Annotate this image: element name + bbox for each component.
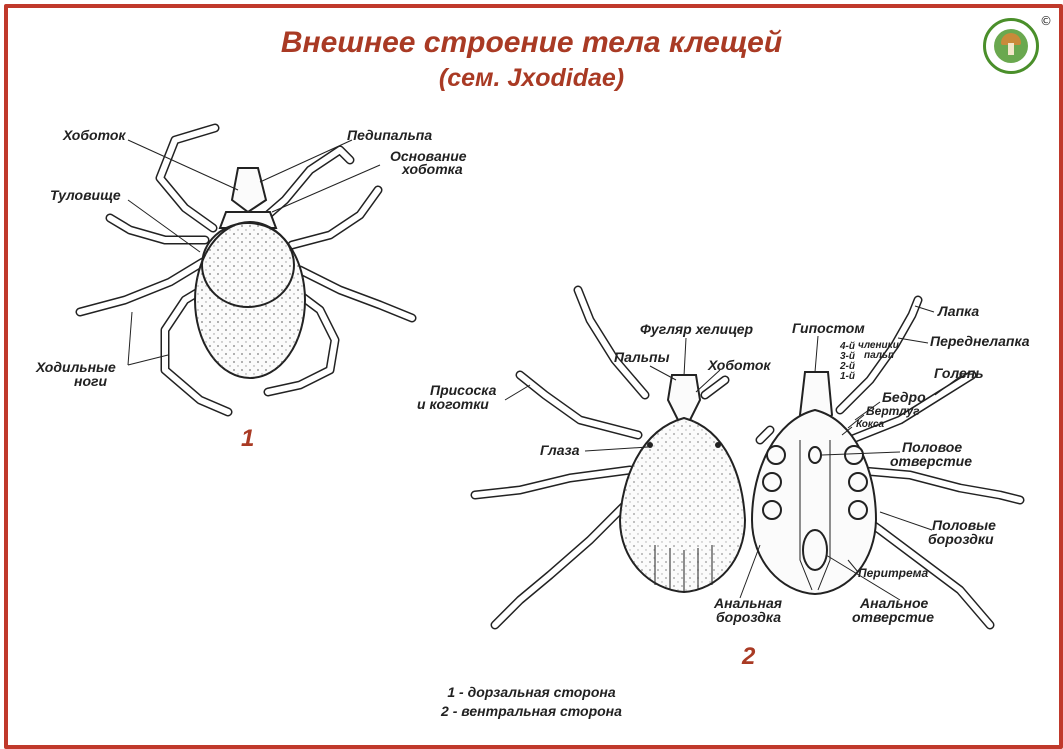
- label-peritrema: Перитрема: [858, 566, 929, 580]
- label-chleniki-1: членики: [858, 340, 899, 351]
- figure1-tick-dorsal: [80, 128, 412, 412]
- label-fuglyar: Фугляр хелицер: [640, 321, 754, 337]
- label-pedipalpa: Педипальпа: [347, 127, 433, 143]
- figure2b-anus: [803, 530, 827, 570]
- figure1-number: 1: [241, 425, 255, 452]
- label-seg1: 1-й: [840, 371, 855, 382]
- label-chleniki-2: пальп: [864, 350, 895, 361]
- label-khodilnye-1: Ходильные: [36, 359, 116, 375]
- label-khobotok-1: Хоботок: [63, 127, 126, 143]
- figure2b-coxa-l3: [763, 501, 781, 519]
- label-khodilnye-2: ноги: [74, 373, 108, 389]
- page-subtitle: (сем. Jxodidae): [438, 64, 625, 92]
- label-koksa: Кокса: [856, 419, 885, 430]
- page-title: Внешнее строение тела клещей: [280, 26, 783, 59]
- label-vertlug: Вертлуг: [866, 404, 920, 418]
- label-palpy: Пальпы: [614, 349, 670, 365]
- label-polovoe-2: отверстие: [890, 453, 973, 469]
- figure2b-coxa-r3: [849, 501, 867, 519]
- label-seg4: 4-й: [840, 341, 855, 352]
- legend-dorsal: 1 - дорзальная сторона: [447, 684, 616, 700]
- label-prisoska-2: и коготки: [417, 396, 489, 412]
- label-osnovanie-2: хоботка: [402, 161, 463, 177]
- copyright-mark: ©: [1040, 14, 1052, 28]
- label-golen: Голень: [934, 365, 984, 381]
- figure2b-coxa-l2: [763, 473, 781, 491]
- label-gipostom: Гипостом: [792, 320, 865, 336]
- label-bedro: Бедро: [882, 389, 926, 405]
- label-polovye-2: бороздки: [928, 531, 994, 547]
- figure2b-coxa-r1: [845, 446, 863, 464]
- label-tulovishche: Туловище: [50, 187, 121, 203]
- figure2-tick-dorsal: [475, 290, 745, 625]
- label-analnoe-2: отверстие: [852, 609, 935, 625]
- figure2b-coxa-l1: [767, 446, 785, 464]
- label-osnovanie-1: Основание: [390, 148, 467, 164]
- legend-ventral: 2 - вентральная сторона: [441, 703, 622, 719]
- label-prisoska-1: Присоска: [430, 382, 497, 398]
- figure2-number: 2: [742, 643, 756, 670]
- label-khobotok-2: Хоботок: [708, 357, 771, 373]
- label-polovoe-1: Половое: [902, 439, 963, 455]
- label-analnaya-1: Анальная: [714, 595, 783, 611]
- label-lapka: Лапка: [938, 303, 980, 319]
- figure2a-eye-right: [715, 442, 721, 448]
- label-analnoe-1: Анальное: [860, 595, 929, 611]
- label-seg2: 2-й: [840, 361, 855, 372]
- label-perednelapka: Переднелапка: [930, 333, 1030, 349]
- label-analnaya-2: бороздка: [716, 609, 781, 625]
- figure2b-genital-opening: [809, 447, 821, 463]
- label-seg3: 3-й: [840, 351, 855, 362]
- figure2a-capitulum: [668, 375, 700, 420]
- figure2b-coxa-r2: [849, 473, 867, 491]
- label-polovye-1: Половые: [932, 517, 996, 533]
- label-glaza: Глаза: [540, 442, 580, 458]
